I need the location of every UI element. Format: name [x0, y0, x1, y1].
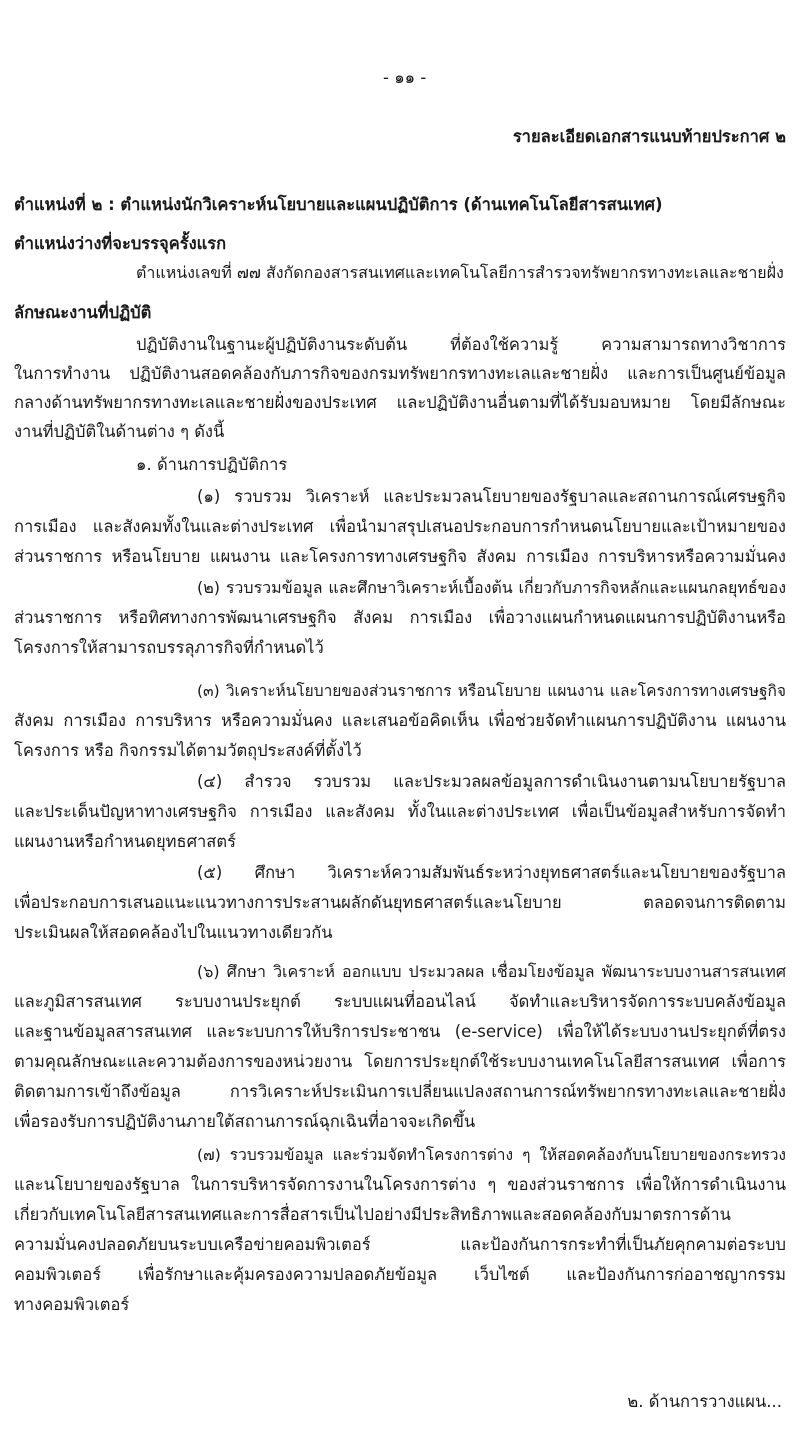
intro-line: ปฏิบัติงานในฐานะผู้ปฏิบัติงานระดับต้น ที่ต้องใช้ความรู้ ความสามารถทางวิชาการ: [136, 335, 786, 354]
continuation-note: ๒. ด้านการวางแผน...: [627, 1392, 782, 1411]
item-line: ติดตามการเข้าถึงข้อมูล การวิเคราะห์ประเมินการเปลี่ยนแปลงสถานการณ์ทรัพยากรทางทะเลและชายฝั่ง: [14, 1082, 786, 1101]
item-line: (๓) วิเคราะห์นโยบายของส่วนราชการ หรือนโยบาย แผนงาน และโครงการทางเศรษฐกิจ: [197, 682, 786, 700]
item-line: และประเด็นปัญหาทางเศรษฐกิจ การเมือง และสังคม ทั้งในและต่างประเทศ เพื่อเป็นข้อมูลสำหรับการจัดทำ: [14, 802, 786, 821]
item-line: และฐานข้อมูลสารสนเทศ และระบบการให้บริการประชาชน (e-service) เพื่อให้ได้ระบบงานประยุกต์ที่ตรง: [14, 1022, 786, 1041]
item-line: สังคม การเมือง การบริหาร หรือความมั่นคง และเสนอข้อคิดเห็น เพื่อช่วยจัดทำแผนการปฏิบัติงาน แผนงาน: [14, 711, 786, 730]
item-line: ประเมินผลให้สอดคล้องไปในแนวทางเดียวกัน: [14, 923, 333, 942]
item-line: ตามคุณลักษณะและความต้องการของหน่วยงาน โดยการประยุกต์ใช้ระบบงานเทคโนโลยีสารสนเทศ เพื่อการ: [14, 1052, 786, 1071]
vacancy-detail: ตำแหน่งเลขที่ ๗๗ สังกัดกองสารสนเทศและเทคโนโลยีการสำรวจทรัพยากรทางทะเลและชายฝั่ง: [136, 263, 784, 282]
item-line: โครงการให้สามารถบรรลุภารกิจที่กำหนดไว้: [14, 638, 324, 657]
item-line: การเมือง และสังคมทั้งในและต่างประเทศ เพื่อนำมาสรุปเสนอประกอบการกำหนดนโยบายและเป้าหมายของ: [14, 517, 786, 536]
vacancy-heading: ตำแหน่งว่างที่จะบรรจุครั้งแรก: [14, 234, 227, 253]
item-line: และนโยบายของรัฐบาล ในการบริหารจัดการงานในโครงการต่าง ๆ ของส่วนราชการ เพื่อให้การดำเนินงาน: [14, 1175, 786, 1194]
item-line: ความมั่นคงปลอดภัยบนระบบเครือข่ายคอมพิวเตอร์ และป้องกันการกระทำที่เป็นภัยคุกคามต่อระบบ: [14, 1235, 786, 1254]
item-line: แผนงานหรือกำหนดยุทธศาสตร์: [14, 832, 236, 851]
item-line: (๕) ศึกษา วิเคราะห์ความสัมพันธ์ระหว่างยุทธศาสตร์และนโยบายของรัฐบาล: [197, 863, 786, 882]
page-number: - ๑๑ -: [383, 68, 427, 87]
intro-line: กลางด้านทรัพยากรทางทะเลและชายฝั่งของประเทศ และปฏิบัติงานอื่นตามที่ได้รับมอบหมาย โดยมีลักษณะ: [14, 393, 786, 412]
item-line: (๔) สำรวจ รวบรวม และประมวลผลข้อมูลการดำเนินงานตามนโยบายรัฐบาล: [197, 772, 786, 791]
item-line: ทางคอมพิวเตอร์: [14, 1295, 130, 1314]
item-line: คอมพิวเตอร์ เพื่อรักษาและคุ้มครองความปลอดภัยข้อมูล เว็บไซต์ และป้องกันการก่ออาชญากรรม: [14, 1265, 786, 1284]
position-heading: ตำแหน่งที่ ๒ : ตำแหน่งนักวิเคราะห์นโยบายและแผนปฏิบัติการ (ด้านเทคโนโลยีสารสนเทศ): [14, 195, 663, 214]
item-line: เกี่ยวกับเทคโนโลยีสารสนเทศและการสื่อสารเป็นไปอย่างมีประสิทธิภาพและสอดคล้องกับมาตรการด้าน: [14, 1205, 731, 1224]
item-line: และภูมิสารสนเทศ ระบบงานประยุกต์ ระบบแผนที่ออนไลน์ จัดทำและบริหารจัดการระบบคลังข้อมูล: [14, 992, 786, 1011]
item-line: (๒) รวบรวมข้อมูล และศึกษาวิเคราะห์เบื้องต้น เกี่ยวกับภารกิจหลักและแผนกลยุทธ์ของ: [197, 578, 786, 597]
item-line: ส่วนราชการ หรือนโยบาย แผนงาน และโครงการทางเศรษฐกิจ สังคม การเมือง การบริหารหรือความมั่นคง: [14, 547, 786, 566]
section-heading: ๑. ด้านการปฏิบัติการ: [136, 455, 288, 474]
item-line: (๗) รวบรวมข้อมูล และร่วมจัดทำโครงการต่าง ๆ ให้สอดคล้องกับนโยบายของกระทรวง: [197, 1146, 786, 1164]
duties-heading: ลักษณะงานที่ปฏิบัติ: [14, 303, 152, 322]
item-line: เพื่อประกอบการเสนอแนะแนวทางการประสานผลักดันยุทธศาสตร์และนโยบาย ตลอดจนการติดตาม: [14, 893, 786, 912]
intro-line: ในการทำงาน ปฏิบัติงานสอดคล้องกับภารกิจของกรมทรัพยากรทางทะเลและชายฝั่ง และการเป็นศูนย์ข้อมูล: [14, 364, 786, 383]
intro-line: งานที่ปฏิบัติในด้านต่าง ๆ ดังนี้: [14, 422, 225, 441]
item-line: (๖) ศึกษา วิเคราะห์ ออกแบบ ประมวลผล เชื่อมโยงข้อมูล พัฒนาระบบงานสารสนเทศ: [197, 962, 786, 981]
item-line: (๑) รวบรวม วิเคราะห์ และประมวลนโยบายของรัฐบาลและสถานการณ์เศรษฐกิจ: [197, 487, 786, 506]
item-line: เพื่อรองรับการปฏิบัติงานภายใต้สถานการณ์ฉุกเฉินที่อาจจะเกิดขึ้น: [14, 1112, 476, 1131]
attachment-title: รายละเอียดเอกสารแนบท้ายประกาศ ๒: [512, 127, 786, 146]
item-line: ส่วนราชการ หรือทิศทางการพัฒนาเศรษฐกิจ สังคม การเมือง เพื่อวางแผนกำหนดแผนการปฏิบัติงานหรือ: [14, 608, 786, 627]
item-line: โครงการ หรือ กิจกรรมได้ตามวัตถุประสงค์ที่ตั้งไว้: [14, 741, 362, 760]
